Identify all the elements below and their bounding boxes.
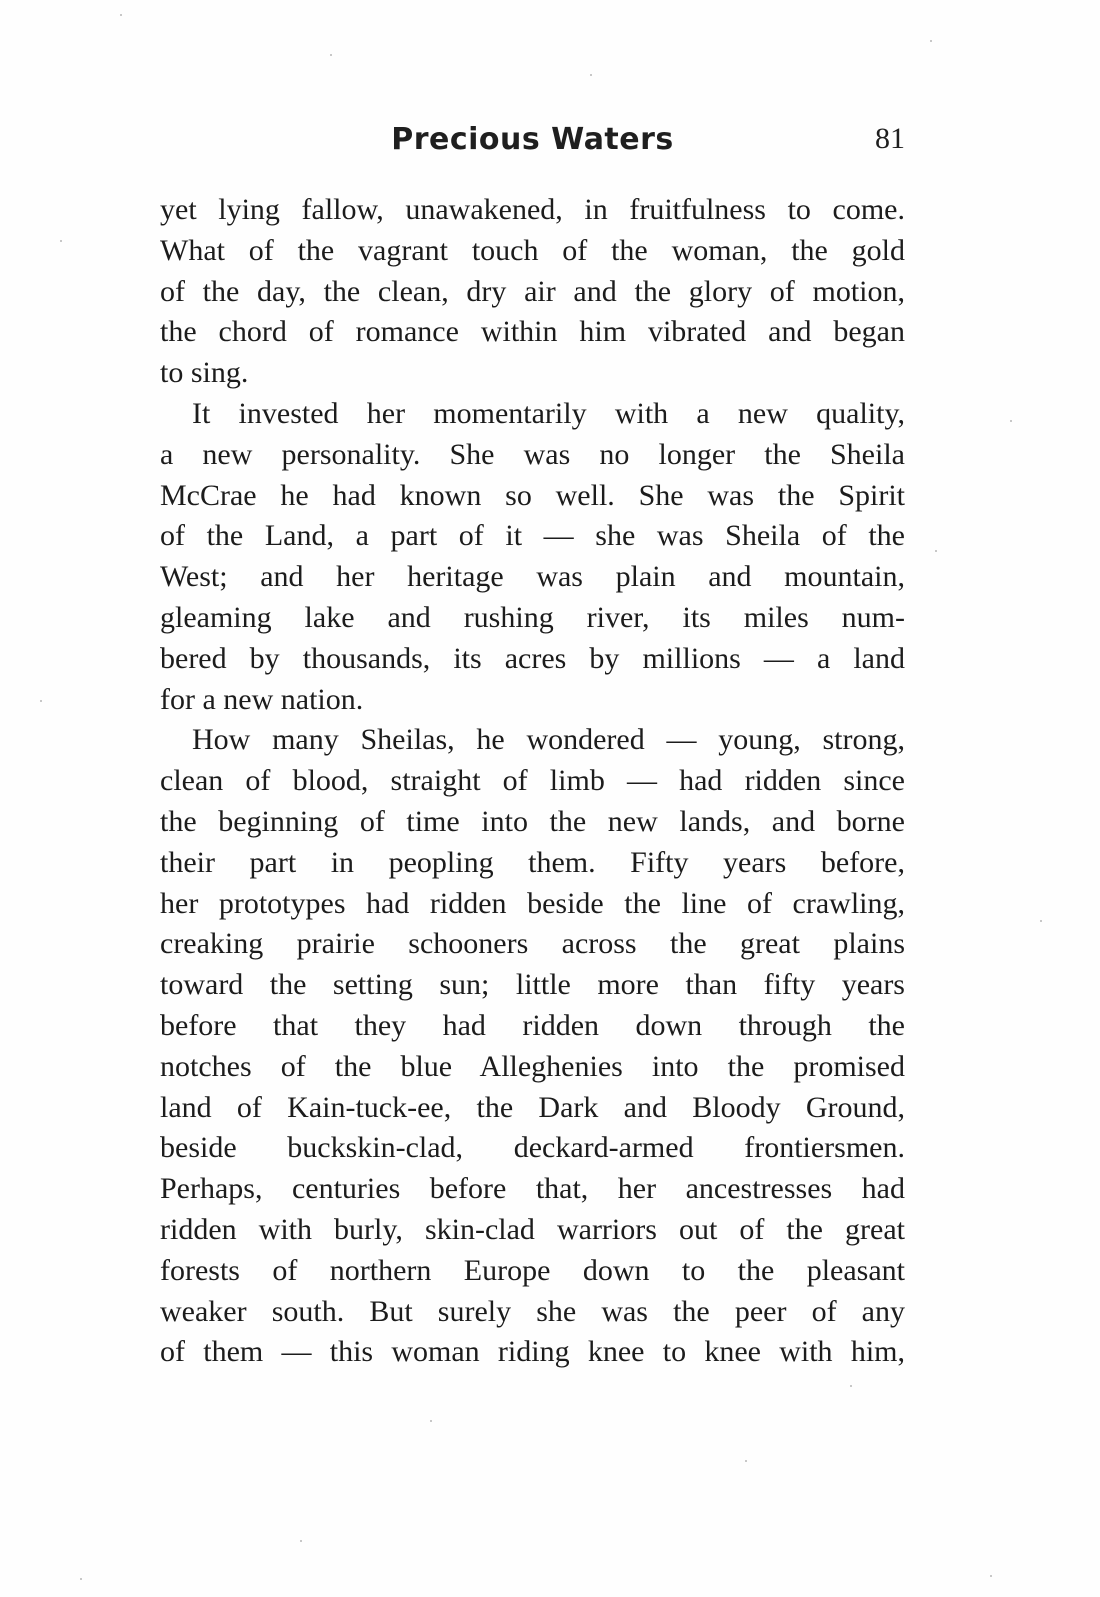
text-line: ridden with burly, skin-clad warriors out of the great [160,1212,905,1246]
scan-speck [120,14,122,16]
paragraph-start-line: It invested her momentarily with a new quality, [192,396,905,430]
text-line: land of Kain-tuck-ee, the Dark and Bloody Ground, [160,1090,905,1124]
scan-speck [300,1540,302,1542]
text-line: clean of blood, straight of limb — had ridden since [160,764,905,798]
text-line: to sing. [160,356,249,390]
running-head [160,122,905,166]
scan-speck [430,1420,432,1422]
text-line: beside buckskin-clad, deckard-armed frontiersmen. [160,1131,905,1165]
text-line: Perhaps, centuries before that, her ancestresses had [160,1172,905,1206]
scan-speck [1010,420,1012,422]
scan-speck [745,1460,747,1462]
scan-speck [850,1385,852,1387]
scan-speck [935,550,937,552]
scan-speck [40,700,42,702]
text-line: weaker south. But surely she was the peer of any [160,1294,905,1328]
text-line: West; and her heritage was plain and mountain, [160,560,905,594]
body-text [160,190,905,1373]
text-line: of the Land, a part of it — she was Sheila of the [160,519,905,553]
text-line: the chord of romance within him vibrated and began [160,315,905,349]
text-line: creaking prairie schooners across the great plains [160,927,905,961]
text-line: What of the vagrant touch of the woman, the gold [160,233,905,267]
text-line: for a new nation. [160,682,364,716]
page-number: 81 [875,122,905,155]
scan-speck [590,74,592,76]
scan-speck [60,240,62,242]
text-line: toward the setting sun; little more than fifty years [160,968,905,1002]
scan-speck [930,40,932,42]
paragraph-start-line: How many Sheilas, he wondered — young, strong, [192,723,905,757]
text-line: forests of northern Europe down to the pleasant [160,1253,905,1287]
text-line: her prototypes had ridden beside the line of crawling, [160,886,905,920]
running-title: Precious Waters [391,122,674,157]
text-line: a new personality. She was no longer the Sheila [160,437,905,471]
text-line: the beginning of time into the new lands, and borne [160,804,905,838]
text-line: of the day, the clean, dry air and the glory of motion, [160,274,905,308]
text-line: McCrae he had known so well. She was the Spirit [160,478,905,512]
text-line: before that they had ridden down through the [160,1008,905,1042]
scan-speck [1040,920,1042,922]
scan-speck [80,1578,82,1580]
text-line: of them — this woman riding knee to knee with him, [160,1335,905,1369]
scan-speck [330,54,332,56]
scan-speck [990,1575,992,1577]
text-line: notches of the blue Alleghenies into the promised [160,1049,905,1083]
text-line: gleaming lake and rushing river, its miles num- [160,600,905,634]
text-line: their part in peopling them. Fifty years before, [160,845,905,879]
text-line: yet lying fallow, unawakened, in fruitfulness to come. [160,193,905,226]
text-line: bered by thousands, its acres by millions — a land [160,641,905,675]
